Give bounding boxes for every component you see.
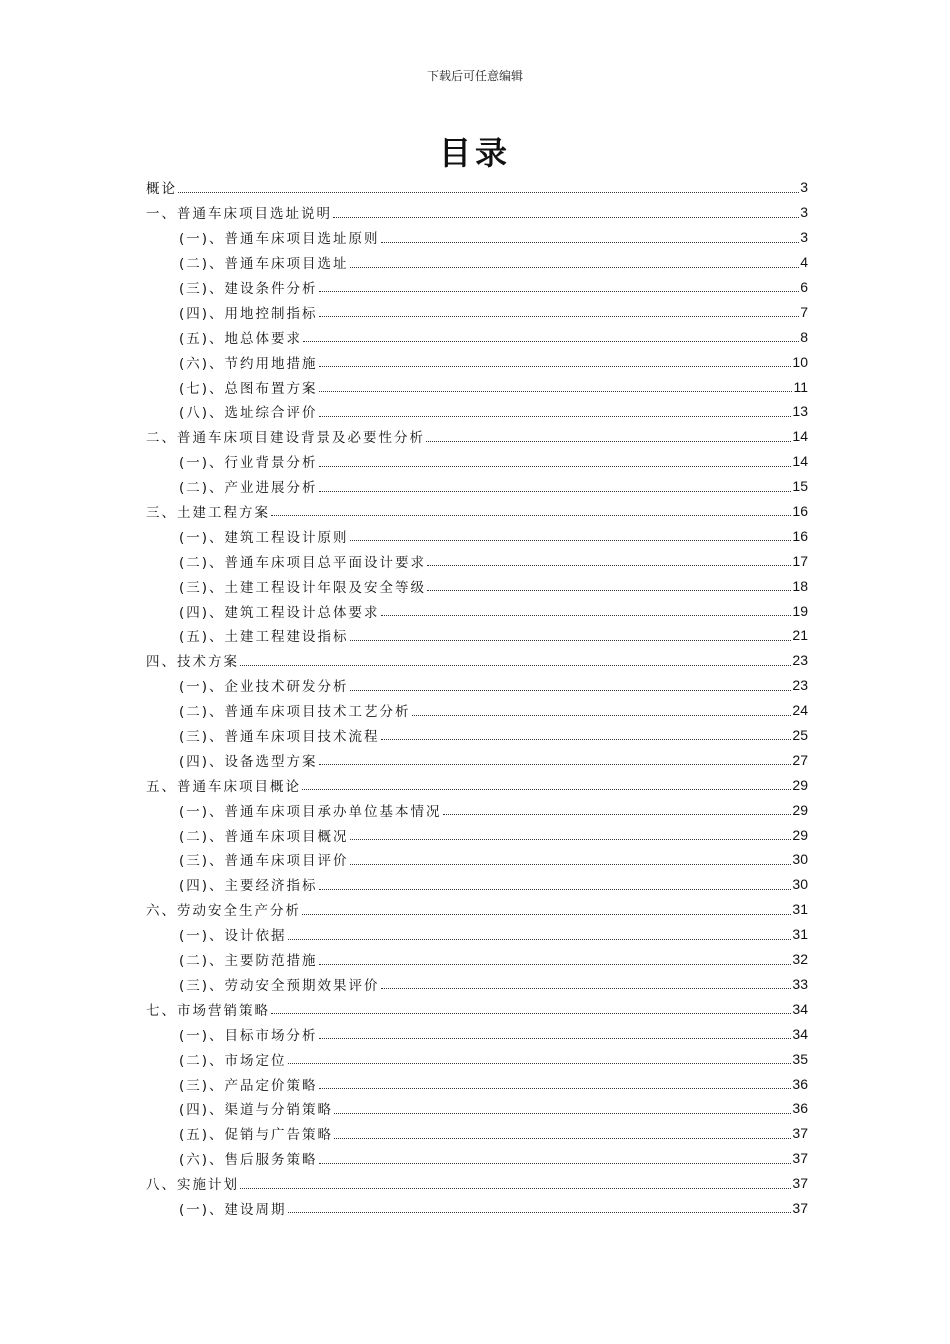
toc-entry[interactable] (146, 772, 808, 797)
toc-entry-title: (一)、企业技术研发分析 (179, 679, 349, 696)
toc-entry-page-number: 16 (792, 503, 808, 520)
toc-entry-title: 概论 (146, 181, 177, 198)
toc-entry-page-number: 37 (792, 1125, 808, 1142)
toc-entry-page-number: 31 (792, 901, 808, 918)
dot-leader (333, 217, 799, 218)
dot-leader (427, 565, 791, 566)
dot-leader (334, 1138, 791, 1139)
toc-entry-page-number: 10 (792, 353, 808, 370)
page-title: 目录 (438, 134, 511, 172)
toc-entry[interactable] (146, 548, 808, 573)
dot-leader (350, 640, 792, 641)
dot-leader (271, 1013, 791, 1014)
dot-leader (319, 1088, 792, 1089)
toc-entry[interactable] (146, 1046, 808, 1071)
toc-entry-title: (六)、节约用地措施 (179, 355, 318, 372)
toc-entry[interactable] (146, 623, 808, 648)
toc-entry-page-number: 37 (792, 1175, 808, 1192)
dot-leader (303, 341, 799, 342)
toc-entry-page-number: 7 (800, 303, 808, 320)
dot-leader (288, 1212, 792, 1213)
toc-entry[interactable] (146, 299, 808, 324)
toc-entry[interactable] (146, 723, 808, 748)
header-note: 下载后可任意编辑 (426, 69, 523, 83)
toc-entry-page-number: 6 (800, 279, 808, 295)
toc-entry-page-number: 37 (792, 1150, 808, 1167)
dot-leader (350, 540, 792, 541)
toc-entry-page-number: 19 (792, 602, 808, 619)
dot-leader (426, 441, 791, 442)
dot-leader (319, 764, 792, 765)
toc-entry[interactable] (146, 996, 808, 1021)
toc-entry[interactable] (146, 399, 808, 424)
dot-leader (334, 1113, 791, 1114)
dot-leader (427, 590, 791, 591)
dot-leader (350, 864, 792, 865)
toc-entry-page-number: 16 (792, 527, 808, 544)
toc-entry-page-number: 3 (800, 204, 808, 221)
toc-entry-page-number: 18 (792, 577, 808, 594)
toc-entry-page-number: 29 (792, 801, 808, 818)
toc-entry-title: 六、劳动安全生产分析 (146, 903, 301, 920)
toc-entry-title: 七、市场营销策略 (146, 1002, 270, 1019)
dot-leader (302, 789, 791, 790)
dot-leader (319, 291, 800, 292)
toc-entry-title: (二)、普通车床项目选址 (179, 256, 349, 273)
dot-leader (350, 267, 800, 268)
toc-entry-page-number: 17 (792, 552, 808, 569)
toc-entry[interactable] (146, 1171, 808, 1196)
toc-entry-page-number: 14 (792, 453, 808, 470)
toc-entry[interactable] (146, 374, 808, 399)
toc-entry[interactable] (146, 872, 808, 897)
toc-entry-title: (三)、产品定价策略 (179, 1077, 318, 1094)
toc-entry[interactable] (146, 747, 808, 772)
toc-entry-title: 八、实施计划 (146, 1177, 239, 1194)
dot-leader (302, 914, 791, 915)
toc-entry[interactable] (146, 250, 808, 275)
toc-entry-page-number: 3 (800, 229, 808, 246)
toc-entry-title: 一、普通车床项目选址说明 (146, 206, 332, 223)
toc-entry[interactable] (146, 1196, 808, 1221)
toc-entry-page-number: 14 (792, 428, 808, 445)
toc-entry-title: (二)、市场定位 (179, 1052, 287, 1069)
toc-entry-page-number: 24 (792, 702, 808, 719)
dot-leader (381, 988, 792, 989)
toc-entry-page-number: 29 (792, 776, 808, 793)
toc-entry-page-number: 36 (792, 1100, 808, 1117)
dot-leader (443, 814, 792, 815)
toc-entry-page-number: 3 (800, 179, 808, 196)
toc-entry-page-number: 30 (792, 851, 808, 868)
toc-entry-title: (四)、设备选型方案 (179, 753, 318, 770)
dot-leader (271, 515, 791, 516)
toc-entry[interactable] (146, 175, 808, 200)
toc-entry[interactable] (146, 1021, 808, 1046)
toc-entry[interactable] (146, 947, 808, 972)
dot-leader (319, 466, 792, 467)
toc-entry-title: (一)、行业背景分析 (179, 455, 318, 472)
dot-leader (288, 1063, 792, 1064)
toc-entry-page-number: 21 (792, 627, 808, 644)
dot-leader (319, 1038, 792, 1039)
toc-entry[interactable] (146, 1121, 808, 1146)
toc-entry-title: (一)、普通车床项目承办单位基本情况 (179, 803, 442, 820)
toc-entry-page-number: 23 (792, 677, 808, 694)
dot-leader (350, 839, 792, 840)
toc-entry-page-number: 35 (792, 1050, 808, 1067)
toc-entry[interactable] (146, 673, 808, 698)
toc-entry-title: (二)、主要防范措施 (179, 953, 318, 970)
dot-leader (319, 964, 792, 965)
toc-entry[interactable] (146, 275, 808, 300)
toc-entry-page-number: 13 (792, 403, 808, 420)
toc-entry-title: (二)、普通车床项目概况 (179, 828, 349, 845)
toc-entry[interactable] (146, 797, 808, 822)
toc-entry-title: (二)、普通车床项目技术工艺分析 (179, 704, 411, 721)
toc-entry-title: (二)、产业进展分析 (179, 480, 318, 497)
toc-entry-title: (一)、普通车床项目选址原则 (179, 231, 380, 248)
dot-leader (240, 1188, 791, 1189)
toc-entry-page-number: 36 (792, 1075, 808, 1092)
toc-entry[interactable] (146, 1146, 808, 1171)
toc-entry-title: (五)、促销与广告策略 (179, 1127, 334, 1144)
dot-leader (240, 665, 791, 666)
toc-entry-title: (四)、用地控制指标 (179, 305, 318, 322)
toc-entry[interactable] (146, 324, 808, 349)
toc-entry-page-number: 31 (792, 926, 808, 943)
dot-leader (412, 715, 792, 716)
toc-entry-page-number: 25 (792, 727, 808, 744)
toc-entry-title: 三、土建工程方案 (146, 505, 270, 522)
toc-entry[interactable] (146, 573, 808, 598)
toc-entry-page-number: 34 (792, 1000, 808, 1017)
toc-entry-title: (一)、设计依据 (179, 928, 287, 945)
toc-entry-title: 四、技术方案 (146, 654, 239, 671)
toc-entry-title: (三)、劳动安全预期效果评价 (179, 977, 380, 994)
dot-leader (350, 690, 792, 691)
toc-entry[interactable] (146, 598, 808, 623)
toc-entry-title: (一)、目标市场分析 (179, 1027, 318, 1044)
table-of-contents (146, 175, 808, 1220)
toc-entry[interactable] (146, 499, 808, 524)
toc-entry[interactable] (146, 822, 808, 847)
toc-entry-page-number: 37 (792, 1199, 808, 1216)
dot-leader (319, 889, 792, 890)
toc-entry-title: (四)、主要经济指标 (179, 878, 318, 895)
toc-entry-title: (三)、土建工程设计年限及安全等级 (179, 579, 427, 596)
toc-entry-title: (三)、普通车床项目技术流程 (179, 729, 380, 746)
toc-entry[interactable] (146, 1096, 808, 1121)
toc-entry-title: (四)、渠道与分销策略 (179, 1102, 334, 1119)
toc-entry[interactable] (146, 698, 808, 723)
dot-leader (319, 416, 792, 417)
dot-leader (381, 615, 792, 616)
toc-entry[interactable] (146, 225, 808, 250)
toc-entry[interactable] (146, 972, 808, 997)
toc-entry-title: (八)、选址综合评价 (179, 405, 318, 422)
toc-entry-title: (一)、建设周期 (179, 1201, 287, 1218)
toc-entry[interactable] (146, 897, 808, 922)
toc-entry[interactable] (146, 424, 808, 449)
toc-entry-title: (三)、普通车床项目评价 (179, 853, 349, 870)
dot-leader (319, 491, 792, 492)
dot-leader (319, 316, 800, 317)
toc-entry[interactable] (146, 1071, 808, 1096)
toc-entry-page-number: 33 (792, 975, 808, 992)
toc-entry-page-number: 23 (792, 652, 808, 669)
toc-entry-page-number: 15 (792, 478, 808, 495)
dot-leader (178, 192, 799, 193)
toc-entry-page-number: 34 (792, 1025, 808, 1042)
toc-entry-page-number: 11 (793, 378, 808, 395)
toc-entry-page-number: 4 (800, 254, 808, 271)
toc-entry-title: (七)、总图布置方案 (179, 380, 318, 397)
toc-entry-title: (三)、建设条件分析 (179, 281, 318, 297)
toc-entry-title: 五、普通车床项目概论 (146, 778, 301, 795)
toc-entry-page-number: 29 (792, 826, 808, 843)
toc-entry[interactable] (146, 474, 808, 499)
toc-entry[interactable] (146, 349, 808, 374)
toc-entry-title: (二)、普通车床项目总平面设计要求 (179, 554, 427, 571)
toc-entry[interactable] (146, 922, 808, 947)
toc-entry-title: 二、普通车床项目建设背景及必要性分析 (146, 430, 425, 447)
toc-entry[interactable] (146, 847, 808, 872)
dot-leader (288, 939, 792, 940)
dot-leader (381, 739, 792, 740)
toc-entry-page-number: 27 (792, 751, 808, 768)
toc-entry[interactable] (146, 648, 808, 673)
toc-entry-page-number: 8 (800, 328, 808, 345)
toc-entry-title: (四)、建筑工程设计总体要求 (179, 604, 380, 621)
toc-entry[interactable] (146, 449, 808, 474)
toc-entry[interactable] (146, 523, 808, 548)
toc-entry-page-number: 32 (792, 951, 808, 968)
toc-entry-title: (六)、售后服务策略 (179, 1152, 318, 1169)
dot-leader (319, 391, 793, 392)
toc-entry[interactable] (146, 200, 808, 225)
dot-leader (381, 242, 800, 243)
toc-entry-title: (五)、地总体要求 (179, 330, 303, 347)
toc-entry-title: (一)、建筑工程设计原则 (179, 529, 349, 546)
dot-leader (319, 1163, 792, 1164)
toc-entry-title: (五)、土建工程建设指标 (179, 629, 349, 646)
dot-leader (319, 366, 792, 367)
toc-entry-page-number: 30 (792, 876, 808, 893)
